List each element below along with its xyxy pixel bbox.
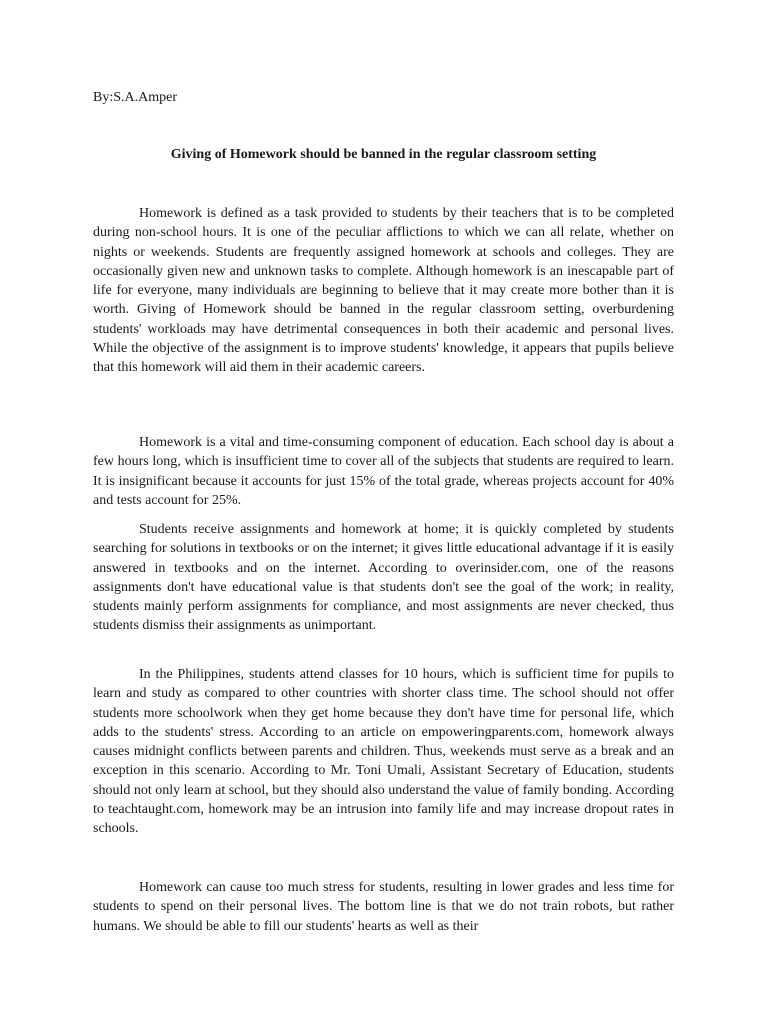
paragraph-2: Homework is a vital and time-consuming component of education. Each school day is about a few hours long, which is insufficient time to cover all of the subjects that students are required to learn. It is insignificant because it accounts for just 15% of the total grade, whereas projects account for 40% and tests account for 25%. — [93, 435, 674, 508]
paragraph-4: In the Philippines, students attend classes for 10 hours, which is sufficient time for pupils to learn and study as compared to other countries with shorter class time. The school should not offer students more schoolwork when they get home because they don't have time for personal life, which adds to the students' stress. According to an article on empoweringparents.com, homework always causes midnight conflicts between parents and children. Thus, weekends must serve as a break and an exception in this scenario. According to Mr. Toni Umali, Assistant Secretary of Education, students should not only learn at school, but they should also understand the value of family bonding. According to teachtaught.com, homework may be an intrusion into family life and may increase dropout rates in schools. — [93, 667, 674, 837]
paragraph-1: Homework is defined as a task provided to students by their teachers that is to be completed during non-school hours. It is one of the peculiar afflictions to which we can all relate, whether on nights or weekends. Students are frequently assigned homework at schools and colleges. They are occasionally given new and unknown tasks to complete. Although homework is an inescapable part of life for everyone, many individuals are beginning to believe that it may create more bother than it is worth. Giving of Homework should be banned in the regular classroom setting, overburdening students' workloads may have detrimental consequences in both their academic and personal lives. While the objective of the assignment is to improve students' knowledge, it appears that pupils believe that this homework will aid them in their academic careers. — [93, 206, 674, 376]
paragraph-5: Homework can cause too much stress for students, resulting in lower grades and less time for students to spend on their personal lives. The bottom line is that we do not train robots, but rather humans. We should be able to fill our students' hearts as well as their — [93, 880, 674, 934]
paragraph-3: Students receive assignments and homework at home; it is quickly completed by students searching for solutions in textbooks or on the internet; it gives little educational advantage if it is easily answered in textbooks and on the internet. According to overinsider.com, one of the reasons assignments don't have educational value is that students don't see the goal of the work; in reality, students mainly perform assignments for compliance, and most assignments are never checked, thus students dismiss their assignments as unimportant. — [93, 522, 674, 634]
document-page — [93, 0, 674, 1024]
author-line: By:S.A.Amper — [93, 90, 177, 105]
document-title: Giving of Homework should be banned in the regular classroom setting — [170, 147, 597, 162]
